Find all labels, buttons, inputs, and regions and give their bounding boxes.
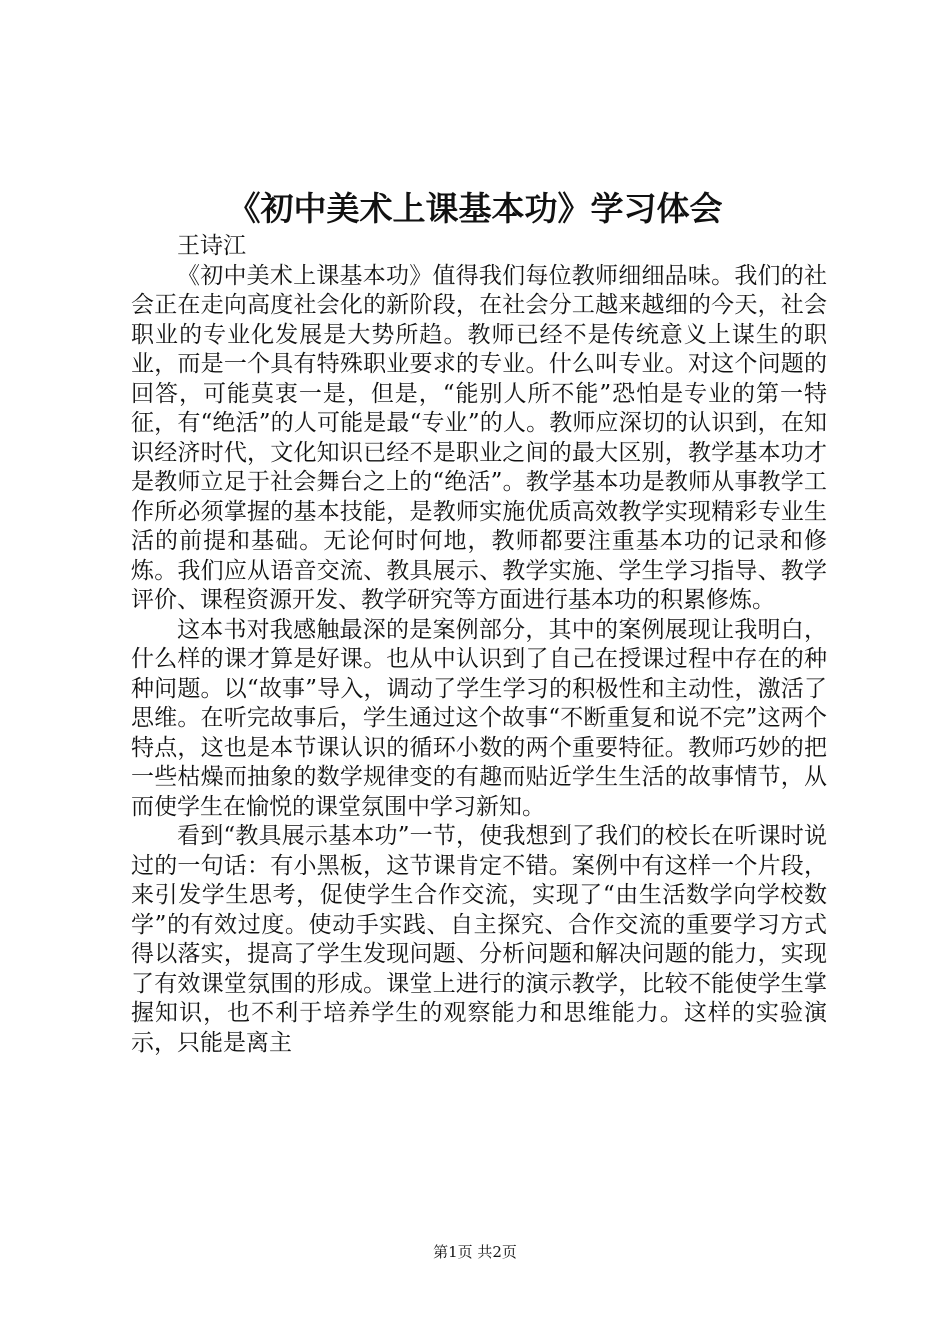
body-paragraph-1: 《初中美术上课基本功》值得我们每位教师细细品味。我们的社会正在走向高度社会化的新阶段，在社会分工越来越细的今天，社会职业的专业化发展是大势所趋。教师已经不是传统意义上谋生的职业，而是一个具有特殊职业要求的专业。什么叫专业。对这个问题的回答，可能莫衷一是，但是，“能别人所不能”恐怕是专业的第一特征，有“绝活”的人可能是最“专业”的人。教师应深切的认识到，在知识经济时代，文化知识已经不是职业之间的最大区别，教学基本功才是教师立足于社会舞台之上的“绝活”。教学基本功是教师从事教学工作所必须掌握的基本技能，是教师实施优质高效教学实现精彩专业生活的前提和基础。无论何时何地，教师都要注重基本功的记录和修炼。我们应从语音交流、教具展示、教学实施、学生学习指导、教学评价、课程资源开发、教学研究等方面进行基本功的积累修炼。 (131, 262, 827, 613)
document-title: 《初中美术上课基本功》学习体会 (227, 189, 723, 228)
body-paragraph-2: 这本书对我感触最深的是案例部分，其中的案例展现让我明白，什么样的课才算是好课。也从中认识到了自己在授课过程中存在的种种问题。以“故事”导入，调动了学生学习的积极性和主动性，激活了思维。在听完故事后，学生通过这个故事“不断重复和说不完”这两个特点，这也是本节课认识的循环小数的两个重要特征。教师巧妙的把一些枯燥而抽象的数学规律变的有趣而贴近学生生活的故事情节，从而使学生在愉悦的课堂氛围中学习新知。 (131, 616, 827, 820)
document-body (131, 232, 827, 1058)
body-paragraph-3: 看到“教具展示基本功”一节，使我想到了我们的校长在听课时说过的一句话：有小黑板，这节课肯定不错。案例中有这样一个片段，来引发学生思考，促使学生合作交流，实现了“由生活数学向学校数学”的有效过度。使动手实践、自主探究、合作交流的重要学习方式得以落实，提高了学生发现问题、分析问题和解决问题的能力，实现了有效课堂氛围的形成。课堂上进行的演示教学，比较不能使学生掌握知识，也不利于培养学生的观察能力和思维能力。这样的实验演示，只能是离主 (131, 823, 827, 1056)
page-number-footer: 第1页 共2页 (433, 1243, 517, 1261)
author-name: 王诗江 (177, 233, 246, 259)
